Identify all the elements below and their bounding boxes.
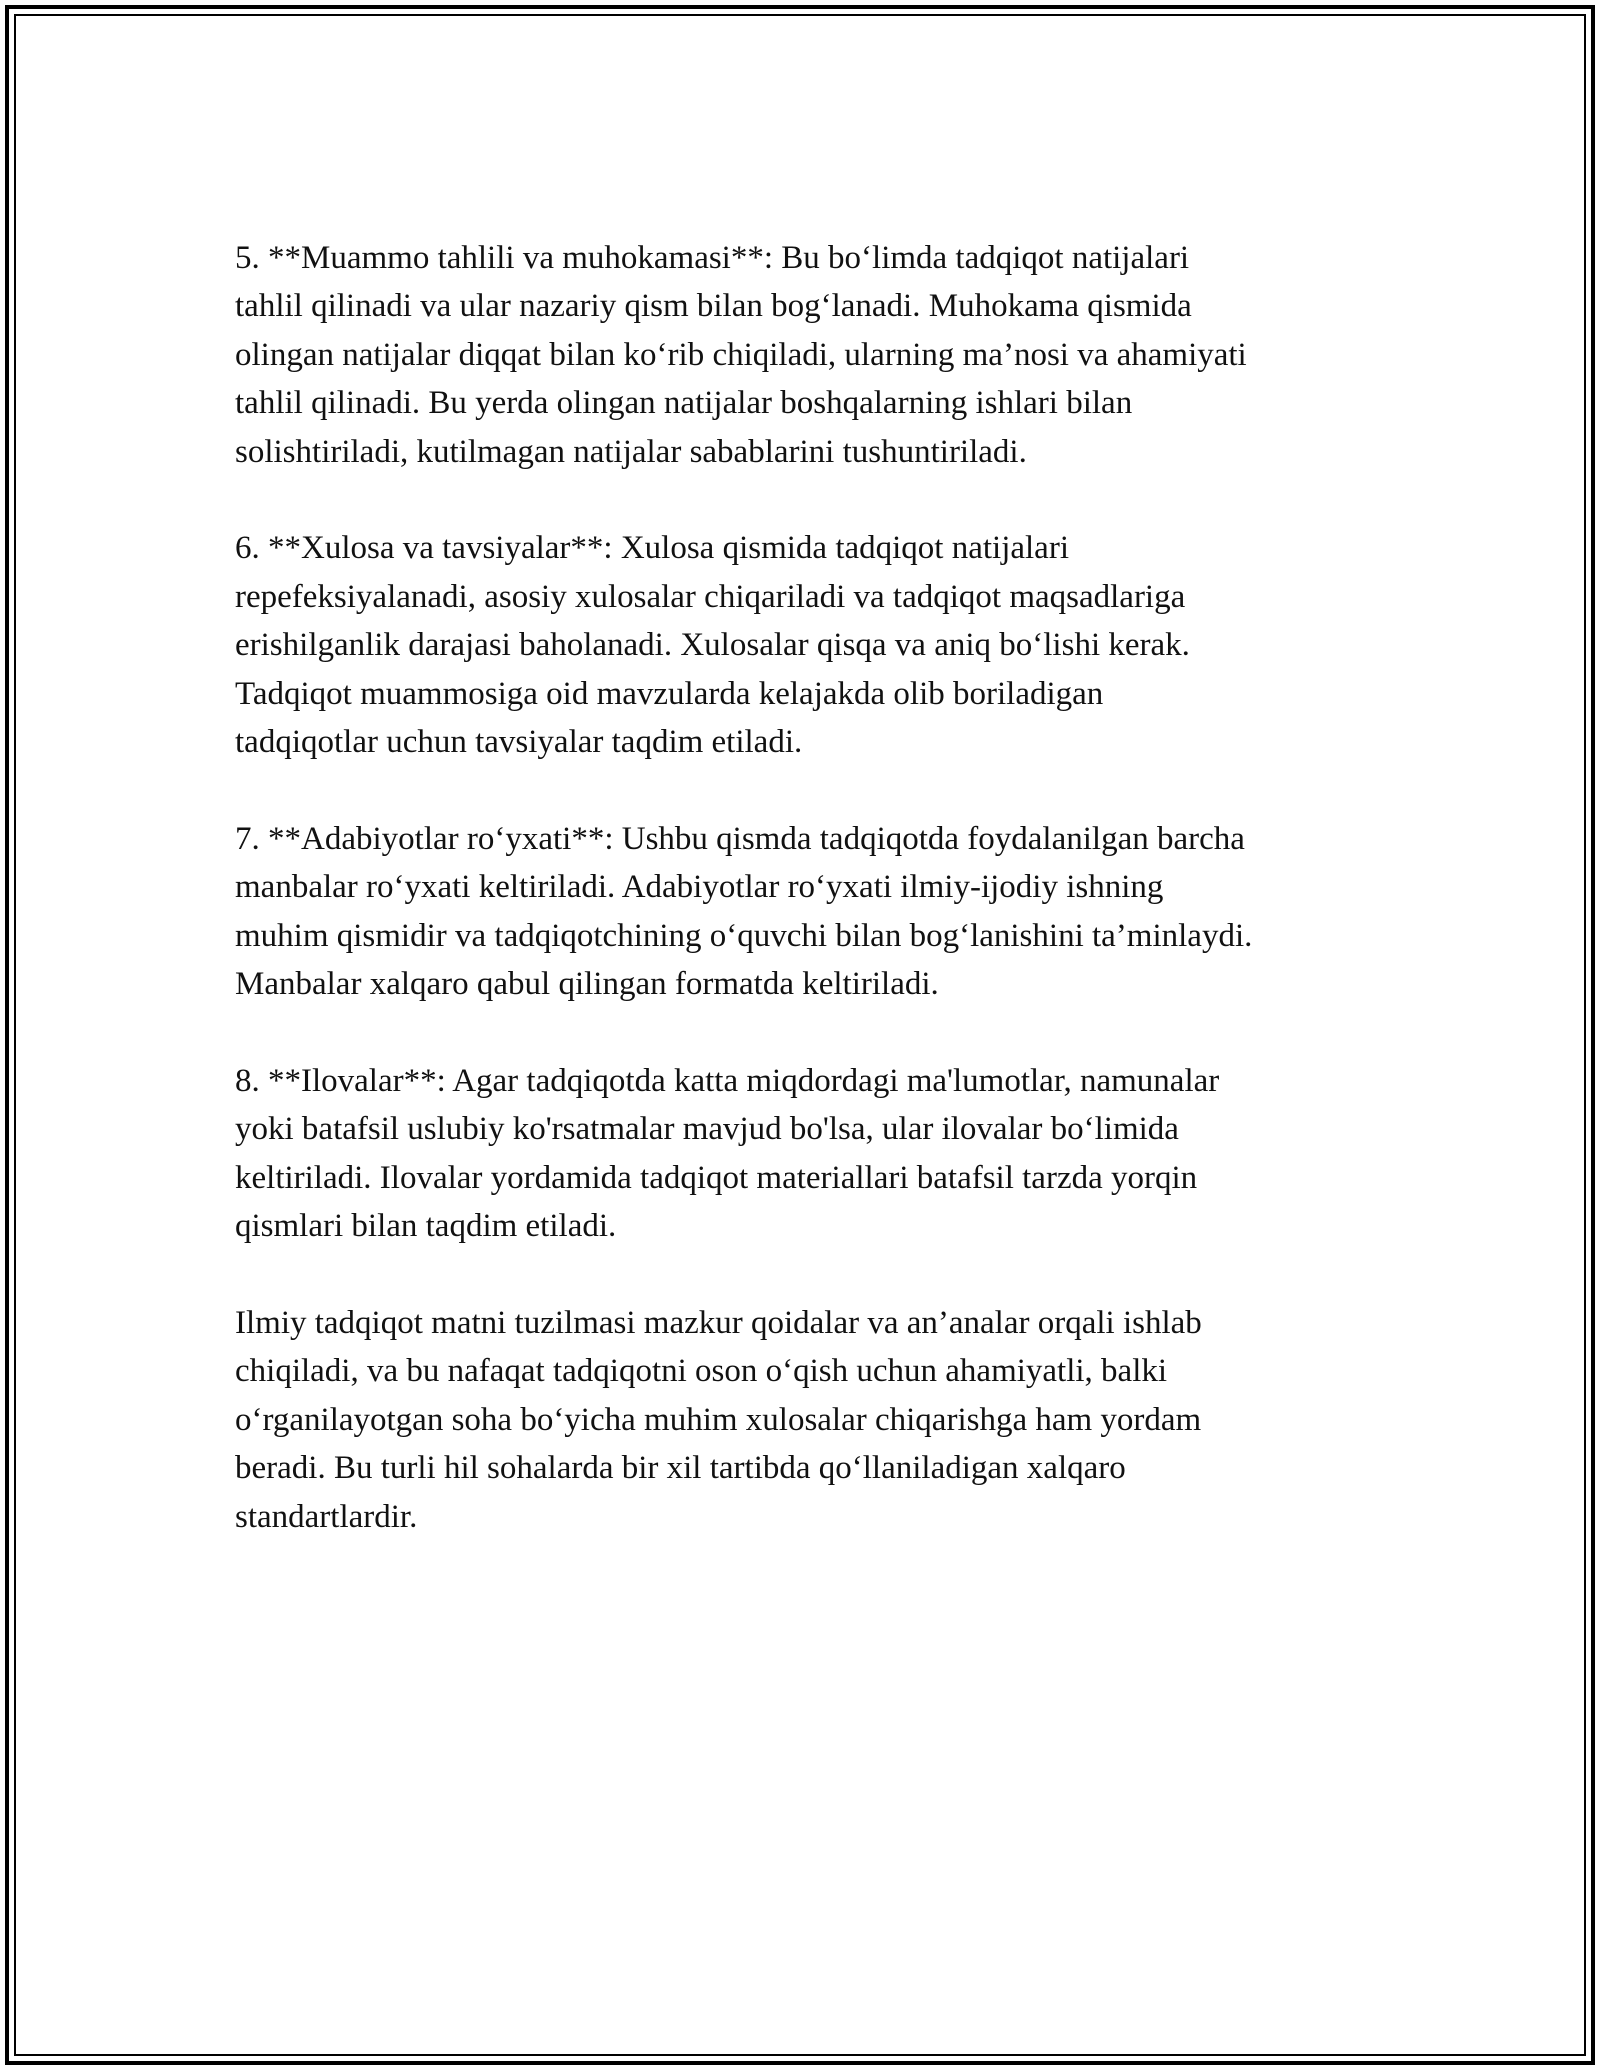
text-line: Manbalar xalqaro qabul qilingan formatda keltiriladi. [235,966,939,1003]
document-body [235,234,1375,1541]
text-line: standartlardir. [235,1498,418,1535]
text-line: manbalar ro‘yxati keltiriladi. Adabiyotlar ro‘yxati ilmiy-ijodiy ishning [235,869,1164,906]
text-line: keltiriladi. Ilovalar yordamida tadqiqot materiallari batafsil tarzda yorqin [235,1159,1198,1196]
paragraph-section-8 [235,1057,1375,1251]
text-line: muhim qismidir va tadqiqotchining o‘quvchi bilan bog‘lanishini ta’minlaydi. [235,917,1253,954]
text-line: o‘rganilayotgan soha bo‘yicha muhim xulosalar chiqarishga ham yordam [235,1401,1202,1438]
text-line: solishtiriladi, kutilmagan natijalar sabablarini tushuntiriladi. [235,433,1027,470]
paragraph-section-5 [235,234,1375,476]
paragraph-section-7 [235,815,1375,1009]
paragraph-section-6 [235,524,1375,766]
text-line: repefeksiyalanadi, asosiy xulosalar chiqariladi va tadqiqot maqsadlariga [235,578,1186,615]
text-line: chiqiladi, va bu nafaqat tadqiqotni oson o‘qish uchun ahamiyatli, balki [235,1353,1168,1390]
text-line: tadqiqotlar uchun tavsiyalar taqdim etiladi. [235,724,803,761]
text-line: olingan natijalar diqqat bilan ko‘rib chiqiladi, ularning ma’nosi va ahamiyati [235,336,1247,373]
text-line: Tadqiqot muammosiga oid mavzularda kelajakda olib boriladigan [235,675,1104,712]
text-line: qismlari bilan taqdim etiladi. [235,1208,617,1245]
text-line: 6. **Xulosa va tavsiyalar**: Xulosa qismida tadqiqot natijalari [235,530,1069,567]
text-line: tahlil qilinadi va ular nazariy qism bilan bog‘lanadi. Muhokama qismida [235,288,1192,325]
text-line: 8. **Ilovalar**: Agar tadqiqotda katta miqdordagi ma'lumotlar, namunalar [235,1062,1220,1099]
text-line: 7. **Adabiyotlar ro‘yxati**: Ushbu qismda tadqiqotda foydalanilgan barcha [235,820,1245,857]
paragraph-conclusion [235,1299,1375,1541]
text-line: beradi. Bu turli hil sohalarda bir xil tartibda qo‘llaniladigan xalqaro [235,1450,1126,1487]
text-line: Ilmiy tadqiqot matni tuzilmasi mazkur qoidalar va an’analar orqali ishlab [235,1304,1202,1341]
text-line: erishilganlik darajasi baholanadi. Xulosalar qisqa va aniq bo‘lishi kerak. [235,627,1190,664]
text-line: yoki batafsil uslubiy ko'rsatmalar mavjud bo'lsa, ular ilovalar bo‘limida [235,1111,1179,1148]
text-line: tahlil qilinadi. Bu yerda olingan natijalar boshqalarning ishlari bilan [235,385,1133,422]
text-line: 5. **Muammo tahlili va muhokamasi**: Bu bo‘limda tadqiqot natijalari [235,240,1190,276]
